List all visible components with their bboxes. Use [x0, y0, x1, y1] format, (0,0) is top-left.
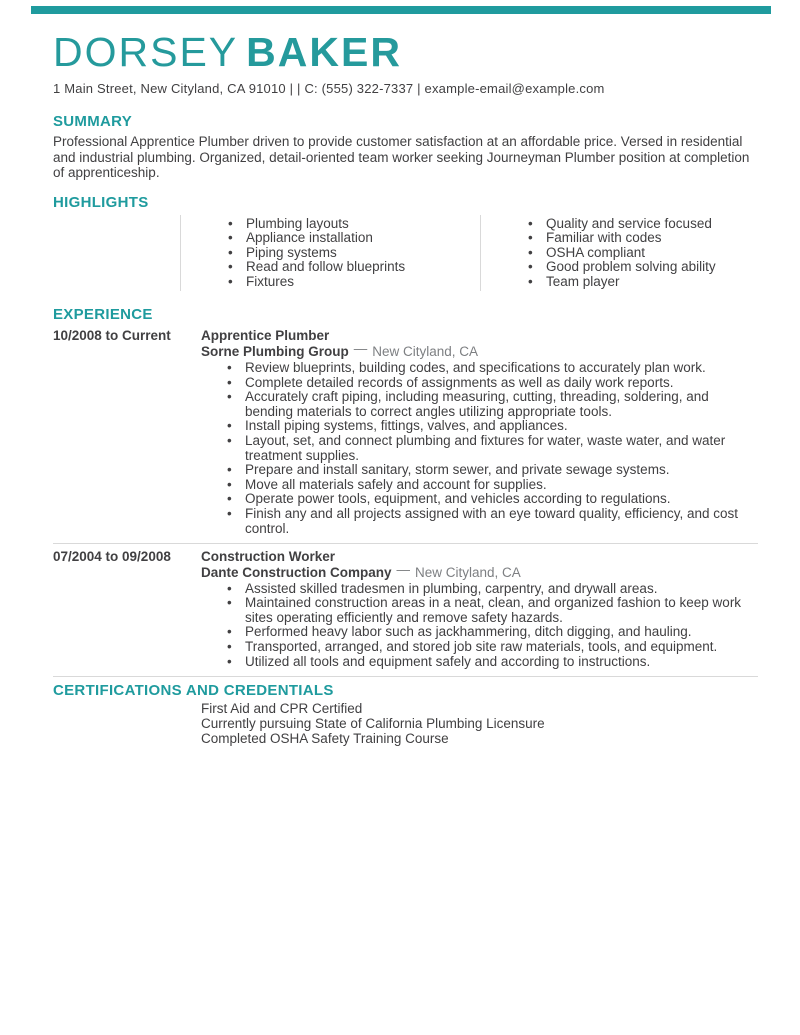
highlight-item: • Quality and service focused	[528, 217, 758, 232]
job-bullet: • Performed heavy labor such as jackhammering, ditch digging, and hauling.	[227, 625, 746, 640]
job-divider	[53, 543, 758, 544]
job-bullet: • Prepare and install sanitary, storm sewer, and private sewage systems.	[227, 463, 746, 478]
company-location-dash: —	[353, 340, 368, 356]
highlight-item: • Piping systems	[228, 246, 480, 261]
first-name: DORSEY	[53, 29, 239, 75]
highlights-heading: HIGHLIGHTS	[53, 193, 149, 211]
highlight-item: • Team player	[528, 275, 758, 290]
job-company: Sorne Plumbing Group	[201, 343, 349, 359]
highlights-list-1	[228, 217, 480, 290]
job-dates: 07/2004 to 09/2008	[53, 549, 171, 565]
summary-text: Professional Apprentice Plumber driven to provide customer satisfaction at an affordable price. Versed in residential and industrial plumbing. Organized, detail-oriented team worker seeking Journeyman Plumber position at completion of apprenticeship.	[53, 134, 750, 180]
summary-heading: SUMMARY	[53, 113, 133, 130]
highlight-item: • Read and follow blueprints	[228, 260, 480, 275]
experience-heading: EXPERIENCE	[53, 306, 153, 324]
job-company: Dante Construction Company	[201, 564, 392, 580]
job-bullet: • Review blueprints, building codes, and specifications to accurately plan work.	[227, 361, 746, 376]
job-bullet: • Operate power tools, equipment, and vehicles according to regulations.	[227, 492, 746, 507]
highlights-columns	[180, 215, 758, 292]
certification-item: Completed OSHA Safety Training Course	[201, 730, 449, 746]
job-details	[201, 549, 758, 669]
job-company-line	[201, 340, 758, 359]
highlights-column-2	[480, 215, 758, 292]
highlights-column-1	[180, 215, 480, 292]
highlight-item: • Appliance installation	[228, 231, 480, 246]
contact-line: 1 Main Street, New Cityland, CA 91010 | | C: (555) 322-7337 | example-email@example.com	[53, 81, 605, 96]
job-details	[201, 328, 758, 536]
job-location: New Cityland, CA	[415, 564, 521, 580]
job-bullet: • Complete detailed records of assignments as well as daily work reports.	[227, 376, 746, 391]
last-name: BAKER	[246, 29, 402, 75]
job-bullet: • Layout, set, and connect plumbing and fixtures for water, waste water, and water treatment supplies.	[227, 434, 746, 463]
job-bullet: • Install piping systems, fittings, valves, and appliances.	[227, 419, 746, 434]
highlight-item: • OSHA compliant	[528, 246, 758, 261]
job-location: New Cityland, CA	[372, 343, 479, 359]
accent-top-bar	[31, 6, 771, 14]
job-bullet: • Finish any and all projects assigned with an eye toward quality, efficiency, and cost control.	[227, 507, 746, 536]
company-location-dash: —	[396, 561, 411, 577]
job-bullet-list	[201, 361, 746, 536]
certification-item: First Aid and CPR Certified	[201, 701, 363, 717]
job-bullet-list	[201, 582, 746, 670]
highlight-item: • Familiar with codes	[528, 231, 758, 246]
job-bullet: • Move all materials safely and account for supplies.	[227, 478, 746, 493]
job-bullet: • Transported, arranged, and stored job site raw materials, tools, and equipment.	[227, 640, 746, 655]
job-company-line	[201, 561, 758, 580]
section-divider	[53, 676, 758, 677]
job-bullet: • Accurately craft piping, including measuring, cutting, threading, soldering, and bending materials to correct angles utilizing appropriate tools.	[227, 390, 746, 419]
job-entry-2	[53, 549, 758, 669]
highlight-item: • Fixtures	[228, 275, 480, 290]
candidate-name	[53, 30, 758, 74]
job-title: Apprentice Plumber	[201, 328, 330, 344]
job-bullet: • Assisted skilled tradesmen in plumbing, carpentry, and drywall areas.	[227, 582, 746, 597]
highlight-item: • Plumbing layouts	[228, 217, 480, 232]
highlights-list-2	[528, 217, 758, 290]
certification-item: Currently pursuing State of California Plumbing Licensure	[201, 715, 545, 731]
job-bullet: • Utilized all tools and equipment safely and according to instructions.	[227, 655, 746, 670]
job-title: Construction Worker	[201, 549, 336, 565]
job-dates: 10/2008 to Current	[53, 328, 171, 344]
highlight-item: • Good problem solving ability	[528, 260, 758, 275]
certifications-heading: CERTIFICATIONS AND CREDENTIALS	[53, 682, 334, 700]
job-bullet: • Maintained construction areas in a neat, clean, and organized fashion to keep work sites operating efficiently and remove safety hazards.	[227, 596, 746, 625]
certifications-list	[201, 702, 758, 746]
job-entry-1	[53, 328, 758, 536]
